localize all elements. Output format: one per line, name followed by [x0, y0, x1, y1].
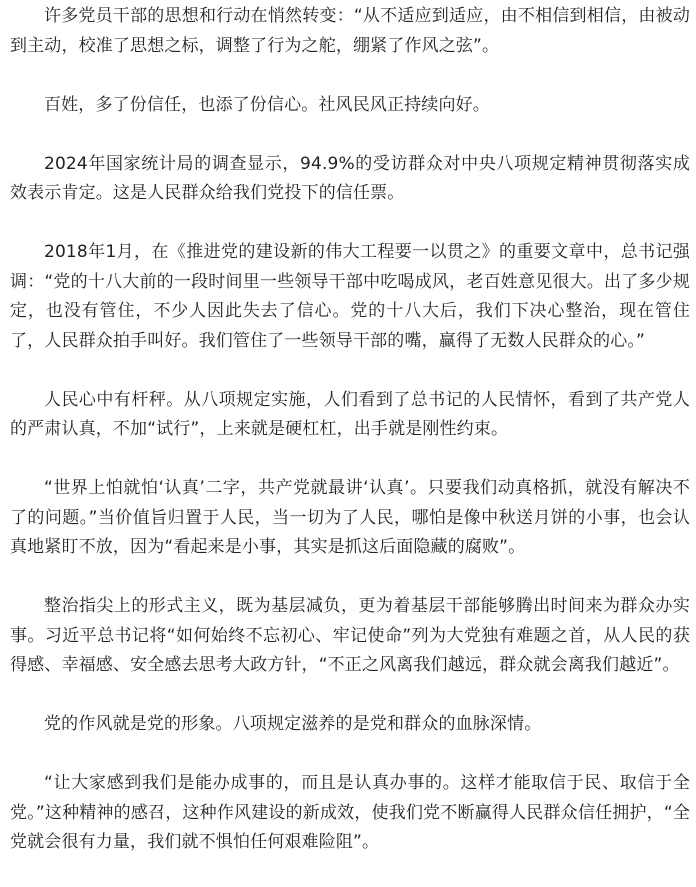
paragraph: 2018年1月，在《推进党的建设新的伟大工程要一以贯之》的重要文章中，总书记强调：“党的十八大前的一段时间里一些领导干部中吃喝成风，老百姓意见很大。出了多少规定，也没有管住，不少人因此失去了信心。党的十八大后，我们下决心整治，现在管住了，人民群众拍手叫好。我们管住了一些领导干部的嘴，赢得了无数人民群众的心。”	[10, 242, 690, 351]
paragraph: “让大家感到我们是能办成事的，而且是认真办事的。这样才能取信于民、取信于全党。”这种精神的感召，这种作风建设的新成效，使我们党不断赢得人民群众信任拥护，“全党就会很有力量，我们就不惧怕任何艰难险阻”。	[10, 773, 690, 852]
paragraph: 百姓，多了份信任，也添了份信心。社风民风正持续向好。	[44, 94, 490, 115]
paragraph: “世界上怕就怕‘认真’二字，共产党就最讲‘认真’。只要我们动真格抓，就没有解决不了的问题。”当价值旨归置于人民，当一切为了人民，哪怕是像中秋送月饼的小事，也会认真地紧盯不放，因为“看起来是小事，其实是抓这后面隐藏的腐败”。	[10, 478, 690, 557]
paragraph: 人民心中有杆秤。从八项规定实施，人们看到了总书记的人民情怀，看到了共产党人的严肃认真，不加“试行”，上来就是硬杠杠，出手就是刚性约束。	[10, 389, 690, 439]
article-body	[10, 2, 690, 858]
paragraph: 整治指尖上的形式主义，既为基层减负，更为着基层干部能够腾出时间来为群众办实事。习近平总书记将“如何始终不忘初心、牢记使命”列为大党独有难题之首，从人民的获得感、幸福感、安全感去思考大政方针，“不正之风离我们越远，群众就会离我们越近”。	[10, 596, 690, 675]
paragraph: 党的作风就是党的形象。八项规定滋养的是党和群众的血脉深情。	[44, 714, 542, 734]
paragraph: 许多党员干部的思想和行动在悄然转变：“从不适应到适应，由不相信到相信，由被动到主动，校准了思想之标，调整了行为之舵，绷紧了作风之弦”。	[10, 6, 690, 56]
paragraph: 2024年国家统计局的调查显示，94.9%的受访群众对中央八项规定精神贯彻落实成效表示肯定。这是人民群众给我们党投下的信任票。	[10, 153, 690, 203]
